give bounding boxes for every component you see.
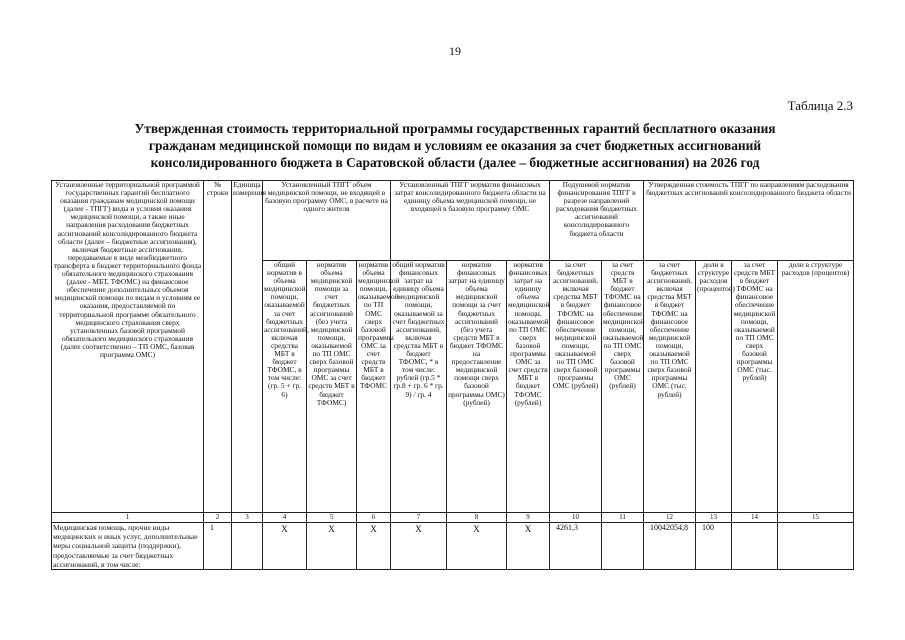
header-sub-8: норматив финансовых затрат на единицу объема медицинской помощи за счет бюджетных ассигнований (без учета средств МБТ в бюджет ТФОМС на предоставление медицинской помощи сверх базовой программы ОМС) (рублей) <box>447 261 507 513</box>
column-number-row <box>52 513 854 523</box>
column-number: 3 <box>232 513 263 523</box>
header-sub-4: общий норматив в объема медицинской помощи, оказываемой за счет бюджетных ассигнований, включая средства МБТ в бюджет ТФОМС, в том числе: (гр. 5 + гр. 6) <box>263 261 307 513</box>
table-row <box>52 523 854 570</box>
header-sub-10: за счет бюджетных ассигнований, включая средства МБТ в бюджет ТФОМС на финансовое обеспечение медицинской помощи, оказываемой по ТП ОМС сверх базовой программы ОМС (рублей) <box>550 261 602 513</box>
title-line-3: консолидированного бюджета в Саратовской области (далее – бюджетные ассигнования) на 2026 год <box>150 155 760 170</box>
column-number: 9 <box>507 513 550 523</box>
header-sub-13: доли в структуре расходов (процентов) <box>696 261 732 513</box>
cell-col-13: 100 <box>696 523 732 570</box>
column-number: 11 <box>602 513 644 523</box>
column-number: 2 <box>204 513 232 523</box>
page-number: 19 <box>449 44 461 58</box>
cell-col-14 <box>732 523 778 570</box>
cell-col-11 <box>602 523 644 570</box>
cost-table <box>51 180 854 570</box>
header-unit: Единица измерения <box>232 181 263 513</box>
column-number: 6 <box>357 513 391 523</box>
header-group-financial-norm: Установленный ТПГГ норматив финансовых затрат консолидированного бюджета области на единицу объема медицинской помощи, не входящей в базовую программу ОМС <box>391 181 550 261</box>
column-number: 5 <box>307 513 357 523</box>
header-row-number: № строки <box>204 181 232 513</box>
column-number: 15 <box>778 513 854 523</box>
document-title <box>60 120 850 171</box>
cell-col-4: X <box>263 523 307 570</box>
column-number: 4 <box>263 513 307 523</box>
cell-col-7: X <box>391 523 447 570</box>
header-sub-11: за счет средств МБТ в бюджет ТФОМС на финансовое обеспечение медицинской помощи, оказываемой по ТП ОМС сверх базовой программы ОМС (рублей) <box>602 261 644 513</box>
title-line-1: Утвержденная стоимость территориальной программы государственных гарантий бесплатного оказания <box>134 121 776 136</box>
header-sub-9: норматив финансовых затрат на единицу объема медицинской помощи, оказываемой по ТП ОМС сверх базовой программы ОМС за счет средств МБТ в бюджет ТФОМС (рублей) <box>507 261 550 513</box>
header-sub-7: общий норматив финансовых затрат на единицу объема медицинской помощи, оказываемой за счет бюджетных ассигнований, включая средства МБТ в бюджет ТФОМС, * в том числе: рублей (гр.5 * гр.8 + гр. 6 * гр. 9) / гр. 4 <box>391 261 447 513</box>
header-sub-15: доли в структуре расходов (процентов) <box>778 261 854 513</box>
cell-col-9: X <box>507 523 550 570</box>
cell-col-8: X <box>447 523 507 570</box>
header-group-per-capita: Подушевой норматив финансирования ТПГГ в разрезе направлений расходования бюджетных ассигнований консолидированного бюджета области <box>550 181 644 261</box>
unit-cell <box>232 523 263 570</box>
header-sub-14: за счет средств МБТ в бюджет ТФОМС на финансовое обеспечение медицинской помощи, оказываемой по ТП ОМС сверх базовой программы ОМС (тыс. рублей) <box>732 261 778 513</box>
column-number: 8 <box>447 513 507 523</box>
header-sub-5: норматив объема медицинской помощи за счет бюджетных ассигнований (без учета медицинской помощи, оказываемой по ТП ОМС сверх базовой программы ОМС за счет средств МБТ в бюджет ТФОМС) <box>307 261 357 513</box>
cell-col-5: X <box>307 523 357 570</box>
column-number: 7 <box>391 513 447 523</box>
cell-col-15 <box>778 523 854 570</box>
header-kind-of-care: Установленные территориальной программой государственных гарантий бесплатного оказания гражданам медицинской помощи (далее - ТПГГ) виды и условия оказания медицинской помощи, а также иные направления расходования бюджетных ассигнований консолидированного бюджета области (далее – бюджетные ассигнования), включая бюджетные ассигнования, передаваемые в виде межбюджетного трансферта в бюджет территориального фонда обязательного медицинского страхования (далее - МБТ, ТФОМС) на финансовое обеспечение дополнительных объемов медицинской помощи по видам и условиям ее оказания, предоставляемой по территориальной программе обязательного медицинского страхования сверх установленных базовой программой обязательного медицинского страхования (далее соответственно – ТП ОМС, базовая программа ОМС) <box>52 181 204 513</box>
row-number-cell: 1 <box>204 523 232 570</box>
cost-table-wrapper <box>51 180 853 570</box>
header-sub-6: норматив объема медицинской помощи, оказываемой по ТП ОМС сверх базовой программы ОМС за счет средств МБТ в бюджет ТФОМС <box>357 261 391 513</box>
table-label: Таблица 2.3 <box>787 98 853 113</box>
header-sub-12: за счет бюджетных ассигнований, включая средства МБТ в бюджет ТФОМС на финансовое обеспечение медицинской помощи, оказываемой по ТП ОМС сверх базовой программы ОМС (тыс. рублей) <box>644 261 696 513</box>
column-number: 1 <box>52 513 204 523</box>
header-group-approved-cost: Утвержденная стоимость ТПГГ по направлениям расходования бюджетных ассигнований консолидированного бюджета области <box>644 181 854 261</box>
cell-col-12: 10042054,8 <box>644 523 696 570</box>
column-number: 14 <box>732 513 778 523</box>
title-line-2: гражданам медицинской помощи по видам и условиям ее оказания за счет бюджетных ассигнований <box>148 138 762 153</box>
column-number: 10 <box>550 513 602 523</box>
column-number: 12 <box>644 513 696 523</box>
header-row-groups <box>52 181 854 261</box>
cell-col-10: 4261,3 <box>550 523 602 570</box>
cell-col-6: X <box>357 523 391 570</box>
row-label: Медицинская помощь, прочие виды медицинских и иных услуг, дополнительные меры социальной защиты (поддержки), предоставляемые за счет бюджетных ассигнований, в том числе: <box>52 523 204 570</box>
header-group-volume: Установленный ТПГГ объем медицинской помощи, не входящей в базовую программу ОМС, в расчете на одного жителя <box>263 181 391 261</box>
column-number: 13 <box>696 513 732 523</box>
